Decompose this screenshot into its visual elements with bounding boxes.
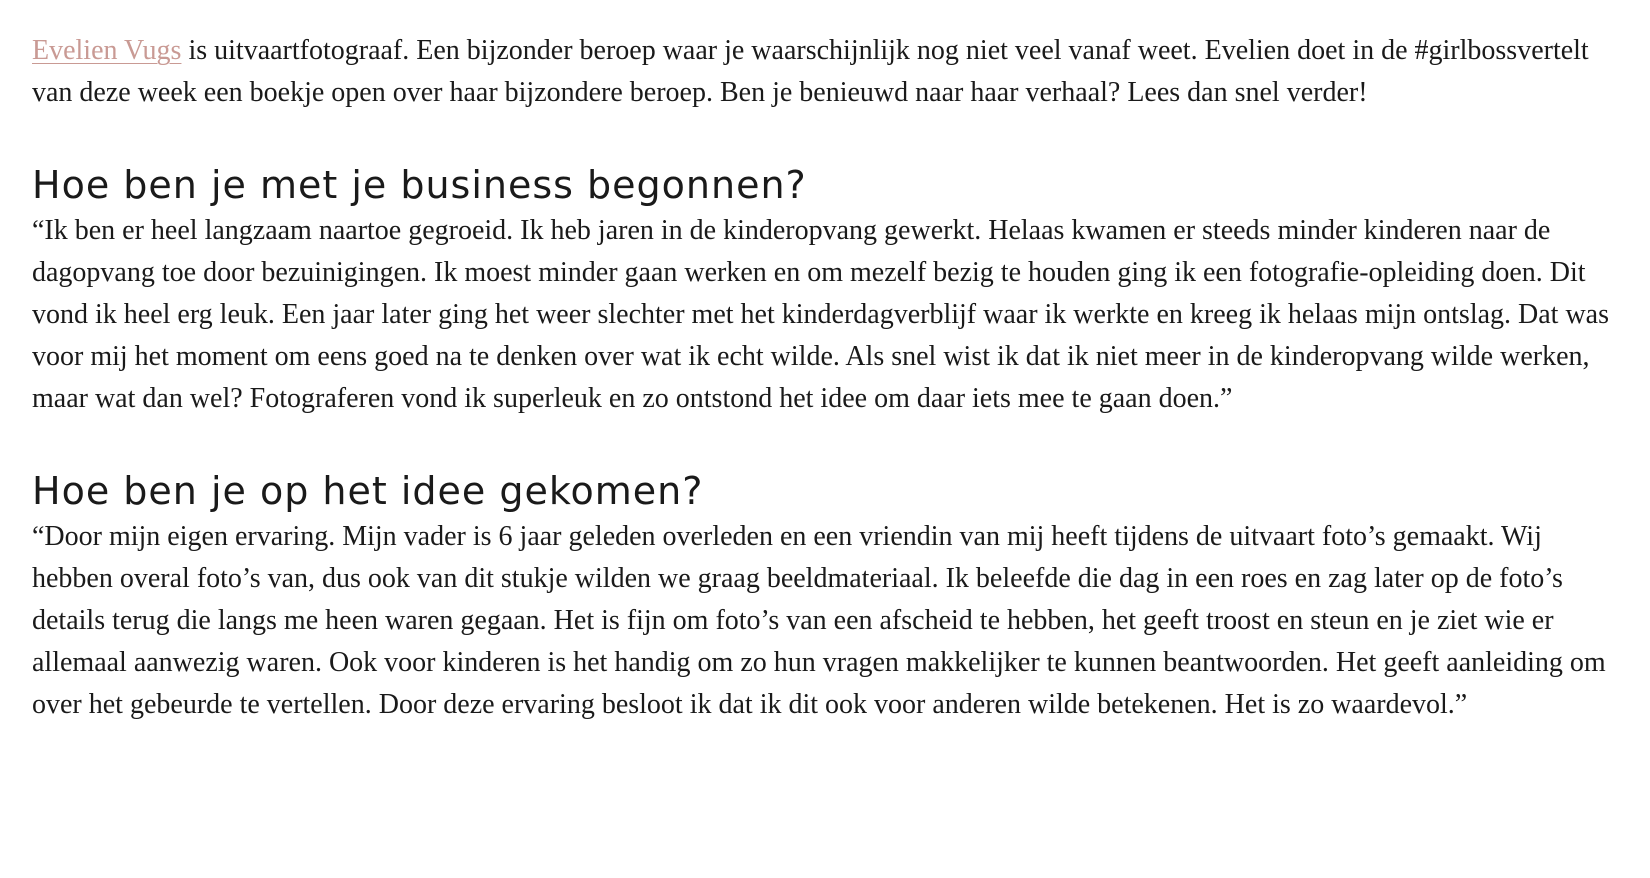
section-answer: “Door mijn eigen ervaring. Mijn vader is 6 jaar geleden overleden en een vriendin van mij heeft tijdens de uitvaart foto’s gemaakt. Wij hebben overal foto’s van, dus ook van dit stukje wilden we graag beeldmateriaal. Ik beleefde die dag in een roes en zag later op de foto’s details terug die langs me heen waren gegaan. Het is fijn om foto’s van een afscheid te hebben, het geeft troost en steun en je ziet wie er allemaal aanwezig waren. Ook voor kinderen is het handig om zo hun vragen makkelijker te kunnen beantwoorden. Het geeft aanleiding om over het gebeurde te vertellen. Door deze ervaring besloot ik dat ik dit ook voor anderen wilde betekenen. Het is zo waardevol.”: [32, 521, 1606, 720]
qa-section-business-start: [32, 160, 1612, 420]
intro-text: is uitvaartfotograaf. Een bijzonder beroep waar je waarschijnlijk nog niet veel vanaf weet. Evelien doet in de #girlbossvertelt van deze week een boekje open over haar bijzondere beroep. Ben je benieuwd naar haar verhaal? Lees dan snel verder!: [32, 35, 1589, 108]
section-heading: Hoe ben je op het idee gekomen?: [32, 469, 704, 513]
section-answer: “Ik ben er heel langzaam naartoe gegroeid. Ik heb jaren in de kinderopvang gewerkt. Helaas kwamen er steeds minder kinderen naar de dagopvang toe door bezuinigingen. Ik moest minder gaan werken en om mezelf bezig te houden ging ik een fotografie-opleiding doen. Dit vond ik heel erg leuk. Een jaar later ging het weer slechter met het kinderdagverblijf waar ik werkte en kreeg ik helaas mijn ontslag. Dat was voor mij het moment om eens goed na te denken over wat ik echt wilde. Als snel wist ik dat ik niet meer in de kinderopvang wilde werken, maar wat dan wel? Fotograferen vond ik superleuk en zo ontstond het idee om daar iets mee te gaan doen.”: [32, 215, 1610, 414]
section-heading: Hoe ben je met je business begonnen?: [32, 163, 807, 207]
article-body: [32, 30, 1612, 726]
author-link[interactable]: Evelien Vugs: [32, 35, 182, 66]
qa-section-idea-origin: [32, 466, 1612, 726]
intro-paragraph: [32, 30, 1612, 114]
